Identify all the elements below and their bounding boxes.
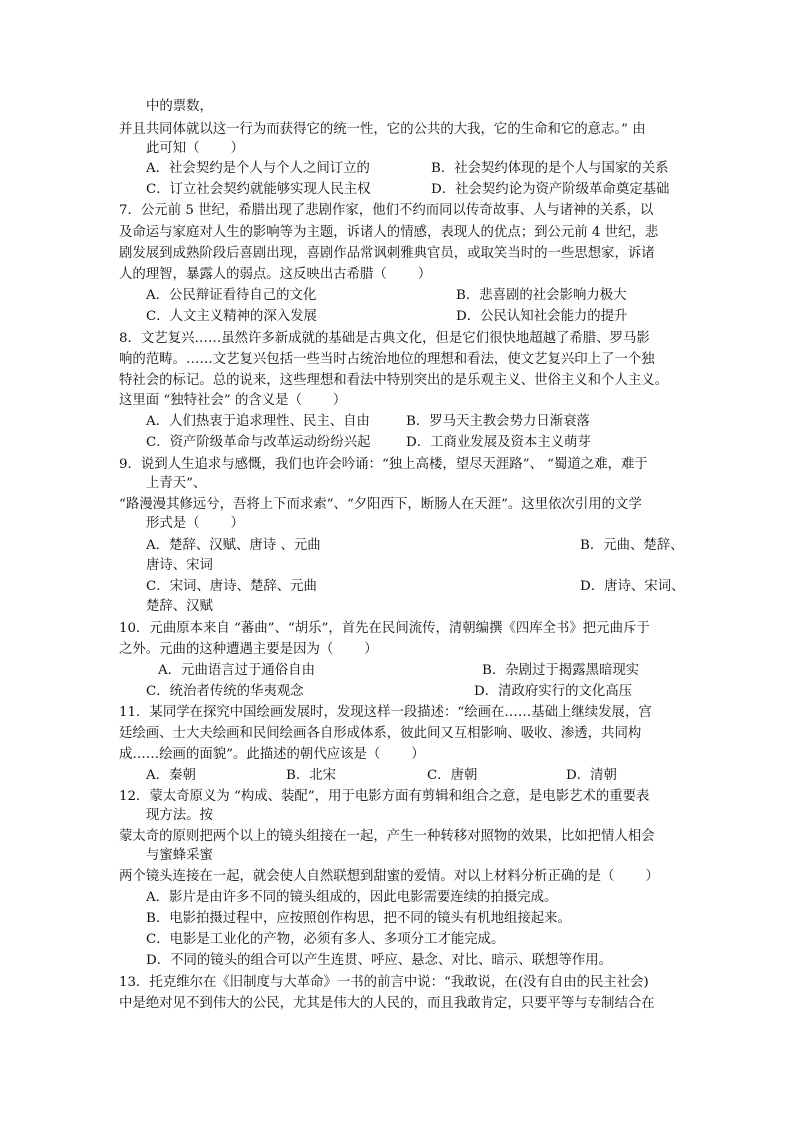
- option-c: C．资产阶级革命与改革运动纷纷兴起: [146, 435, 371, 450]
- option-d: D．社会契约论为资产阶级革命奠定基础: [431, 182, 670, 197]
- option-c: C．人文主义精神的深入发展: [146, 309, 317, 324]
- option-a: A．人们热衷于追求理性、民主、自由: [146, 414, 370, 429]
- question-9-stem: 9．说到人生追求与感慨，我们也许会吟诵：“独上高楼，望尽天涯路”、 “蜀道之难，难于: [119, 457, 648, 472]
- option-d: D．清政府实行的文化高压: [474, 684, 633, 699]
- option-d-continued: 楚辞、汉赋: [146, 599, 213, 614]
- option-b: B．社会契约体现的是个人与国家的关系: [431, 161, 669, 176]
- option-b: B．罗马天主教会势力日渐衰落: [406, 414, 590, 429]
- text-line: 廷绘画、士大夫绘画和民间绘画各自形成体系，彼此间又互相影响、吸收、渗透，共同构: [119, 726, 642, 741]
- question-7-stem: 7．公元前 5 世纪，希腊出现了悲剧作家，他们不约而同以传奇故事、人与诸神的关系，以: [119, 203, 654, 218]
- option-d: D．工商业发展及资本主义萌芽: [406, 435, 591, 450]
- question-11-stem: 11．某同学在探究中国绘画发展时，发现这样一段描述：“绘画在……基础上继续发展，宫: [119, 705, 652, 720]
- option-b: B．杂剧过于揭露黑暗现实: [482, 663, 640, 678]
- text-line: 蒙太奇的原则把两个以上的镜头组接在一起，产生一种转移对照物的效果，比如把情人相会: [119, 829, 655, 844]
- option-b-continued: 唐诗、宋词: [146, 558, 213, 573]
- option-c: C．订立社会契约就能够实现人民主权: [146, 182, 371, 197]
- option-d: D．不同的镜头的组合可以产生连贯、呼应、悬念、对比、暗示、联想等作用。: [146, 953, 613, 968]
- option-b: B．悲喜剧的社会影响力极大: [456, 288, 627, 303]
- text-line: 特社会的标记。总的说来，这些理想和看法中特别突出的是乐观主义、世俗主义和个人主义。: [119, 373, 669, 388]
- option-a: A．公民辩证看待自己的文化: [146, 288, 317, 303]
- option-b: B．北宋: [286, 768, 337, 783]
- question-12-stem: 12．蒙太奇原义为 “构成、装配”，用于电影方面有剪辑和组合之意，是电影艺术的重要表: [119, 789, 650, 804]
- text-line: 响的范畴。……文艺复兴包括一些当时占统治地位的理想和看法，使文艺复兴印上了一个独: [119, 352, 655, 367]
- option-c: C．电影是工业化的产物，必须有多人、多项分工才能完成。: [146, 932, 505, 947]
- option-a: A．社会契约是个人与个人之间订立的: [146, 161, 370, 176]
- text-line: 剧发展到成熟阶段后喜剧出现，喜剧作品常讽刺雅典官员，或取笑当时的一些思想家，诉诸: [119, 246, 655, 261]
- option-b: B．电影拍摄过程中，应按照创作构思，把不同的镜头有机地组接起来。: [146, 911, 571, 926]
- question-13-stem: 13．托克维尔在《旧制度与大革命》一书的前言中说：“我敢说，在(没有自由的民主社会): [119, 975, 649, 990]
- text-line: 之外。元曲的这种遭遇主要是因为（ ）: [119, 642, 378, 657]
- question-8-stem: 8．文艺复兴……虽然许多新成就的基础是古典文化，但是它们很快地超越了希腊、罗马影: [119, 331, 650, 346]
- text-line: 现方法。按: [146, 808, 213, 823]
- text-line: 这里面 “独特社会” 的含义是（ ）: [119, 393, 347, 408]
- option-b: B．元曲、楚辞、: [580, 538, 684, 553]
- option-d: D．唐诗、宋词、: [580, 579, 685, 594]
- option-a: A．秦朝: [146, 768, 196, 783]
- text-line: 此可知（ ）: [146, 141, 244, 156]
- text-line: 人的理智，暴露人的弱点。这反映出古希腊（ ）: [119, 267, 432, 282]
- text-line: 两个镜头连接在一起，就会使人自然联想到甜蜜的爱情。对以上材料分析正确的是（ ）: [119, 869, 659, 884]
- text-line: 成……绘画的面貌”。此描述的朝代应该是（ ）: [119, 747, 425, 762]
- question-10-stem: 10．元曲原本来自 “蕃曲”、“胡乐”，首先在民间流传，清朝编撰《四库全书》把元曲斥于: [119, 621, 650, 636]
- text-line: 上青天”、: [146, 476, 207, 491]
- text-line: 中的票数，: [146, 99, 213, 114]
- text-line: 形式是（ ）: [146, 516, 244, 531]
- option-a: A．影片是由许多不同的镜头组成的，因此电影需要连续的拍摄完成。: [146, 890, 558, 905]
- option-c: C．统治者传统的华夷观念: [146, 684, 304, 699]
- option-d: D．公民认知社会能力的提升: [456, 309, 628, 324]
- option-d: D．清朝: [566, 768, 617, 783]
- option-c: C．唐朝: [427, 768, 478, 783]
- option-a: A．元曲语言过于通俗自由: [158, 663, 315, 678]
- text-line: 中是绝对见不到伟大的公民，尤其是伟大的人民的，而且我敢肯定，只要平等与专制结合在: [119, 996, 655, 1011]
- text-line: 并且共同体就以这一行为而获得它的统一性，它的公共的大我，它的生命和它的意志。” 由: [119, 122, 646, 137]
- text-line: 与蜜蜂采蜜: [146, 848, 213, 863]
- text-line: “路漫漫其修远兮，吾将上下而求索”、“夕阳西下，断肠人在天涯”。这里依次引用的文学: [119, 497, 642, 512]
- option-a: A．楚辞、汉赋、唐诗 、元曲: [146, 538, 321, 553]
- text-line: 及命运与家庭对人生的影响等为主题，诉诸人的情感，表现人的优点；到公元前 4 世纪，悲: [119, 225, 659, 240]
- option-c: C．宋词、唐诗、楚辞、元曲: [146, 579, 317, 594]
